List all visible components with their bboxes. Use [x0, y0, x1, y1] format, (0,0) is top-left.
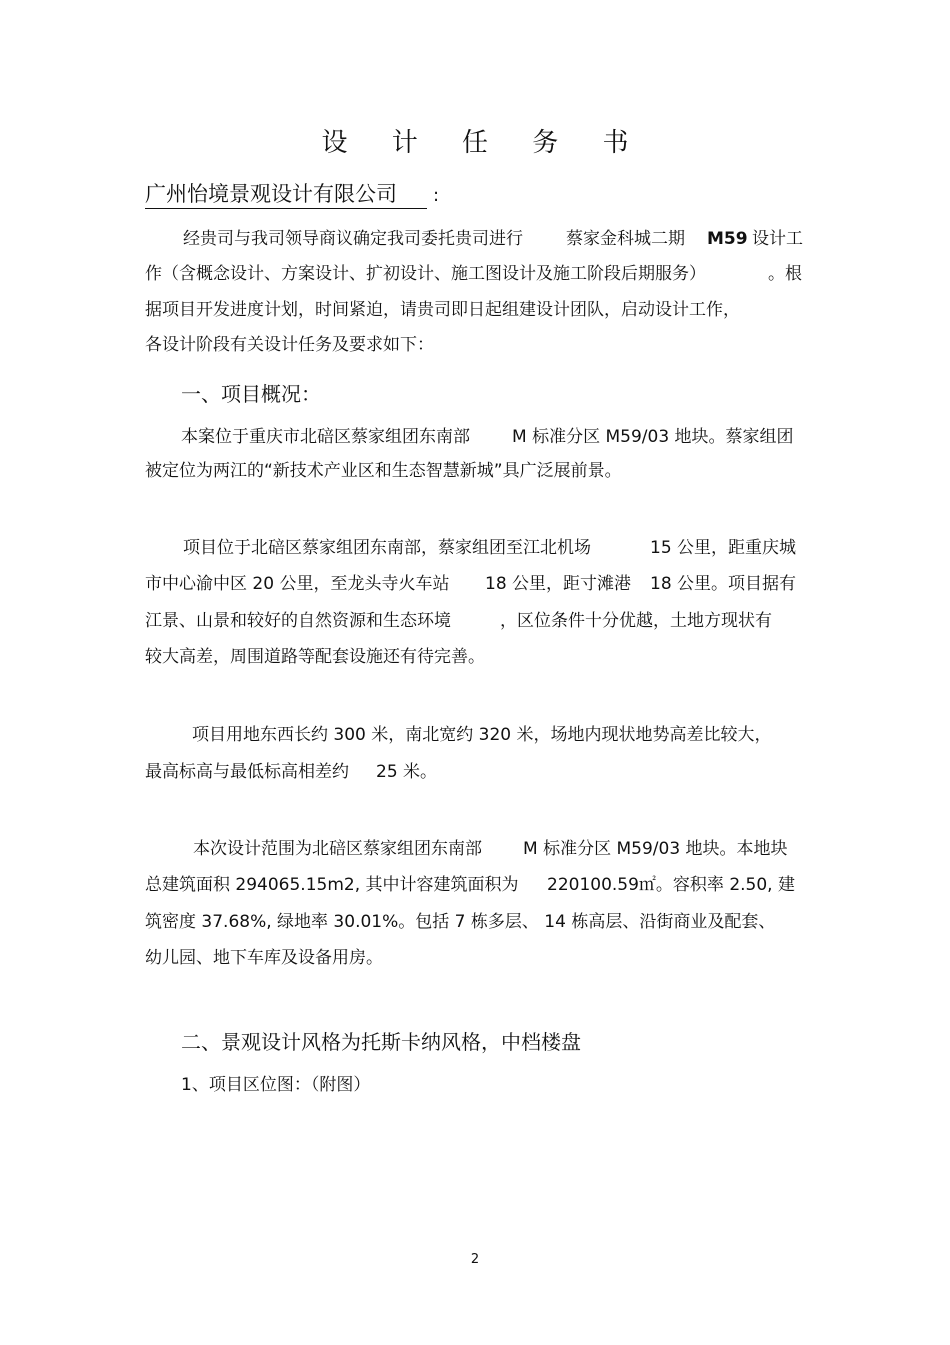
s1p4-line-4: 幼儿园、地下车库及设备用房。 — [145, 948, 383, 968]
intro-line-2a: 作（含概念设计、方案设计、扩初设计、施工图设计及施工阶段后期服务） — [145, 264, 706, 284]
s1p4-line-3: 筑密度 37.68%, 绿地率 30.01%。包括 7 栋多层、 14 栋高层、沿街商业及配套、 — [145, 912, 776, 932]
s1p3-line-1: 项目用地东西长约 300 米，南北宽约 320 米，场地内现状地势高差比较大， — [192, 725, 772, 745]
intro-line-1b: 蔡家金科城二期 — [566, 229, 685, 249]
intro-line-2b: 。根 — [768, 264, 802, 284]
s1p4-line-2b: 220100.59㎡。容积率 2.50, 建 — [547, 875, 795, 895]
intro-line-1d: 设计工 — [752, 229, 803, 249]
s1p2-line-1b: 15 公里，距重庆城 — [650, 538, 797, 558]
section-2-heading: 二、景观设计风格为托斯卡纳风格，中档楼盘 — [181, 1030, 581, 1054]
intro-line-1a: 经贵司与我司领导商议确定我司委托贵司进行 — [183, 229, 523, 249]
s1p1-line-2: 被定位为两江的“新技术产业区和生态智慧新城”具广泛展前景。 — [145, 461, 622, 481]
intro-line-1c: M59 — [707, 229, 748, 249]
s1p2-line-2a: 市中心渝中区 20 公里，至龙头寺火车站 — [145, 574, 450, 594]
intro-line-3: 据项目开发进度计划，时间紧迫，请贵司即日起组建设计团队，启动设计工作， — [145, 300, 740, 320]
s1p2-line-4: 较大高差，周围道路等配套设施还有待完善。 — [145, 647, 485, 667]
intro-line-4: 各设计阶段有关设计任务及要求如下： — [145, 335, 434, 355]
document-title: 设 计 任 务 书 — [321, 128, 647, 158]
s1p1-line-1b: M 标准分区 M59/03 地块。蔡家组团 — [512, 427, 794, 447]
page-number: 2 — [470, 1252, 480, 1267]
s1p2-line-2b: 18 公里，距寸滩港 — [485, 574, 632, 594]
s1p2-line-3a: 江景、山景和较好的自然资源和生态环境 — [145, 611, 451, 631]
s1p1-line-1a: 本案位于重庆市北碚区蔡家组团东南部 — [181, 427, 470, 447]
s1p4-line-1b: M 标准分区 M59/03 地块。本地块 — [523, 839, 788, 859]
company-name: 广州怡境景观设计有限公司 — [145, 178, 427, 209]
recipient-company — [145, 178, 439, 209]
section-2-item-1: 1、项目区位图：（附图） — [181, 1075, 371, 1095]
s1p3-line-2a: 最高标高与最低标高相差约 — [145, 762, 349, 782]
section-1-heading: 一、项目概况： — [181, 382, 321, 406]
s1p4-line-2a: 总建筑面积 294065.15m2, 其中计容建筑面积为 — [145, 875, 519, 895]
s1p2-line-2c: 18 公里。项目据有 — [650, 574, 797, 594]
s1p2-line-3b: ，区位条件十分优越，土地方现状有 — [500, 611, 772, 631]
company-colon: : — [433, 185, 440, 206]
s1p3-line-2b: 25 米。 — [376, 762, 438, 782]
s1p4-line-1a: 本次设计范围为北碚区蔡家组团东南部 — [193, 839, 482, 859]
s1p2-line-1a: 项目位于北碚区蔡家组团东南部，蔡家组团至江北机场 — [183, 538, 591, 558]
